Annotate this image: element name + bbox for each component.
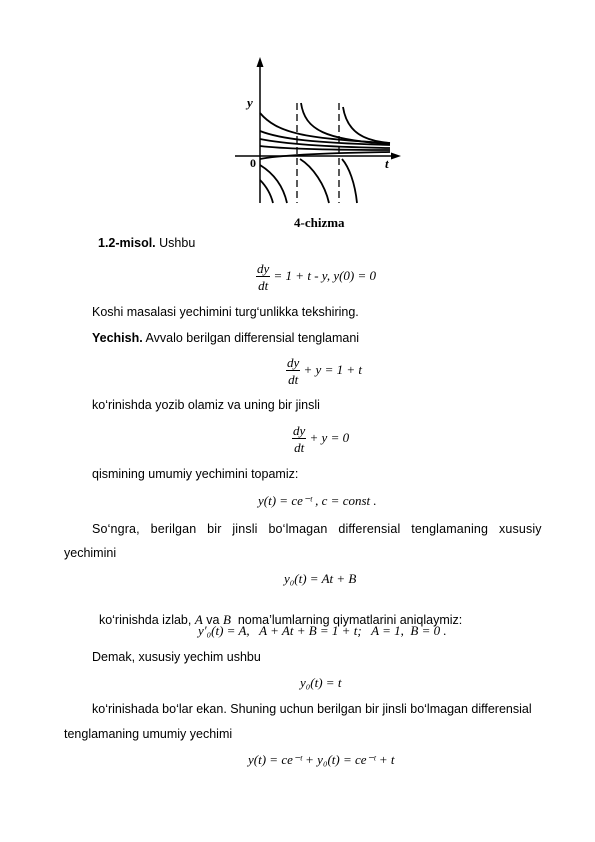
- text-line-7b: tenglamaning umumiy yechimi: [64, 727, 233, 741]
- text-line-2: ko‘rinishda yozib olamiz va uning bir jinsli: [92, 398, 320, 412]
- solution-curve: [260, 180, 273, 203]
- example-label: 1.2-misol.: [98, 236, 156, 250]
- line5-B: B: [222, 612, 231, 627]
- solution-curve: [260, 113, 390, 143]
- eq2-rest: + y = 1 + t: [303, 361, 362, 377]
- solution-label: Yechish.: [92, 331, 143, 345]
- eq2-num: dy: [287, 355, 300, 370]
- text-line-6: Demak, xususiy yechim ushbu: [92, 650, 261, 664]
- equation-coefficients: y′₀(t) = A, A + At + B = 1 + t; A = 1, B = 0 .: [198, 623, 447, 638]
- figure-4: [225, 55, 410, 205]
- equation-particular-ansatz: y₀(t) = At + B: [284, 571, 357, 586]
- line5-pre: ko‘rinishda izlab,: [98, 613, 195, 627]
- solution-curve: [300, 159, 329, 203]
- text-line-3: qismining umumiy yechimini topamiz:: [92, 467, 299, 481]
- text-line-4a: So‘ngra, berilgan bir jinsli bo‘lmagan differensial tenglamaning xususiy: [92, 522, 542, 536]
- solution-curve: [343, 107, 390, 143]
- eq1-den: dt: [258, 278, 269, 293]
- equation-cauchy: [256, 262, 376, 292]
- equation-particular: y₀(t) = t: [300, 675, 342, 690]
- line5-va: va: [202, 613, 223, 627]
- figure-y-label: y: [247, 95, 253, 110]
- eq3-den: dt: [294, 440, 305, 455]
- equation-rewritten: [286, 356, 362, 386]
- text-line-7a: ko‘rinishada bo‘lar ekan. Shuning uchun berilgan bir jinsli bo‘lmagan differensial: [92, 702, 532, 716]
- figure-t-label: t: [385, 156, 389, 171]
- figure-caption: 4-chizma: [294, 215, 345, 230]
- t-axis-arrow-icon: [391, 153, 401, 160]
- example-intro: Ushbu: [159, 236, 196, 250]
- example-heading: [98, 236, 195, 250]
- eq3-rest: + y = 0: [309, 429, 350, 445]
- solution-curve: [342, 159, 357, 203]
- equation-general-solution: y(t) = ce⁻ᵗ + y₀(t) = ce⁻ᵗ + t: [248, 752, 395, 767]
- eq1-num: dy: [257, 261, 270, 276]
- solution-text: Avvalo berilgan differensial tenglamani: [142, 331, 360, 345]
- eq3-num: dy: [293, 423, 306, 438]
- line5-post: noma’lumlarning qiymatlarini aniqlaymiz:: [230, 613, 463, 627]
- eq1-rest: = 1 + t - y, y(0) = 0: [273, 267, 377, 283]
- figure-origin-label: 0: [250, 156, 256, 170]
- equation-homogeneous: [292, 424, 349, 454]
- eq2-den: dt: [288, 372, 299, 387]
- text-line-4b: yechimini: [64, 546, 117, 560]
- equation-general-homogeneous: y(t) = ce⁻ᵗ , c = const .: [258, 493, 377, 508]
- text-line-1: Koshi masalasi yechimini turg‘unlikka tekshiring.: [92, 305, 359, 319]
- solution-curve: [301, 103, 390, 144]
- y-axis-arrow-icon: [257, 57, 264, 67]
- solution-line: [92, 331, 359, 345]
- line5-A: A: [194, 612, 203, 627]
